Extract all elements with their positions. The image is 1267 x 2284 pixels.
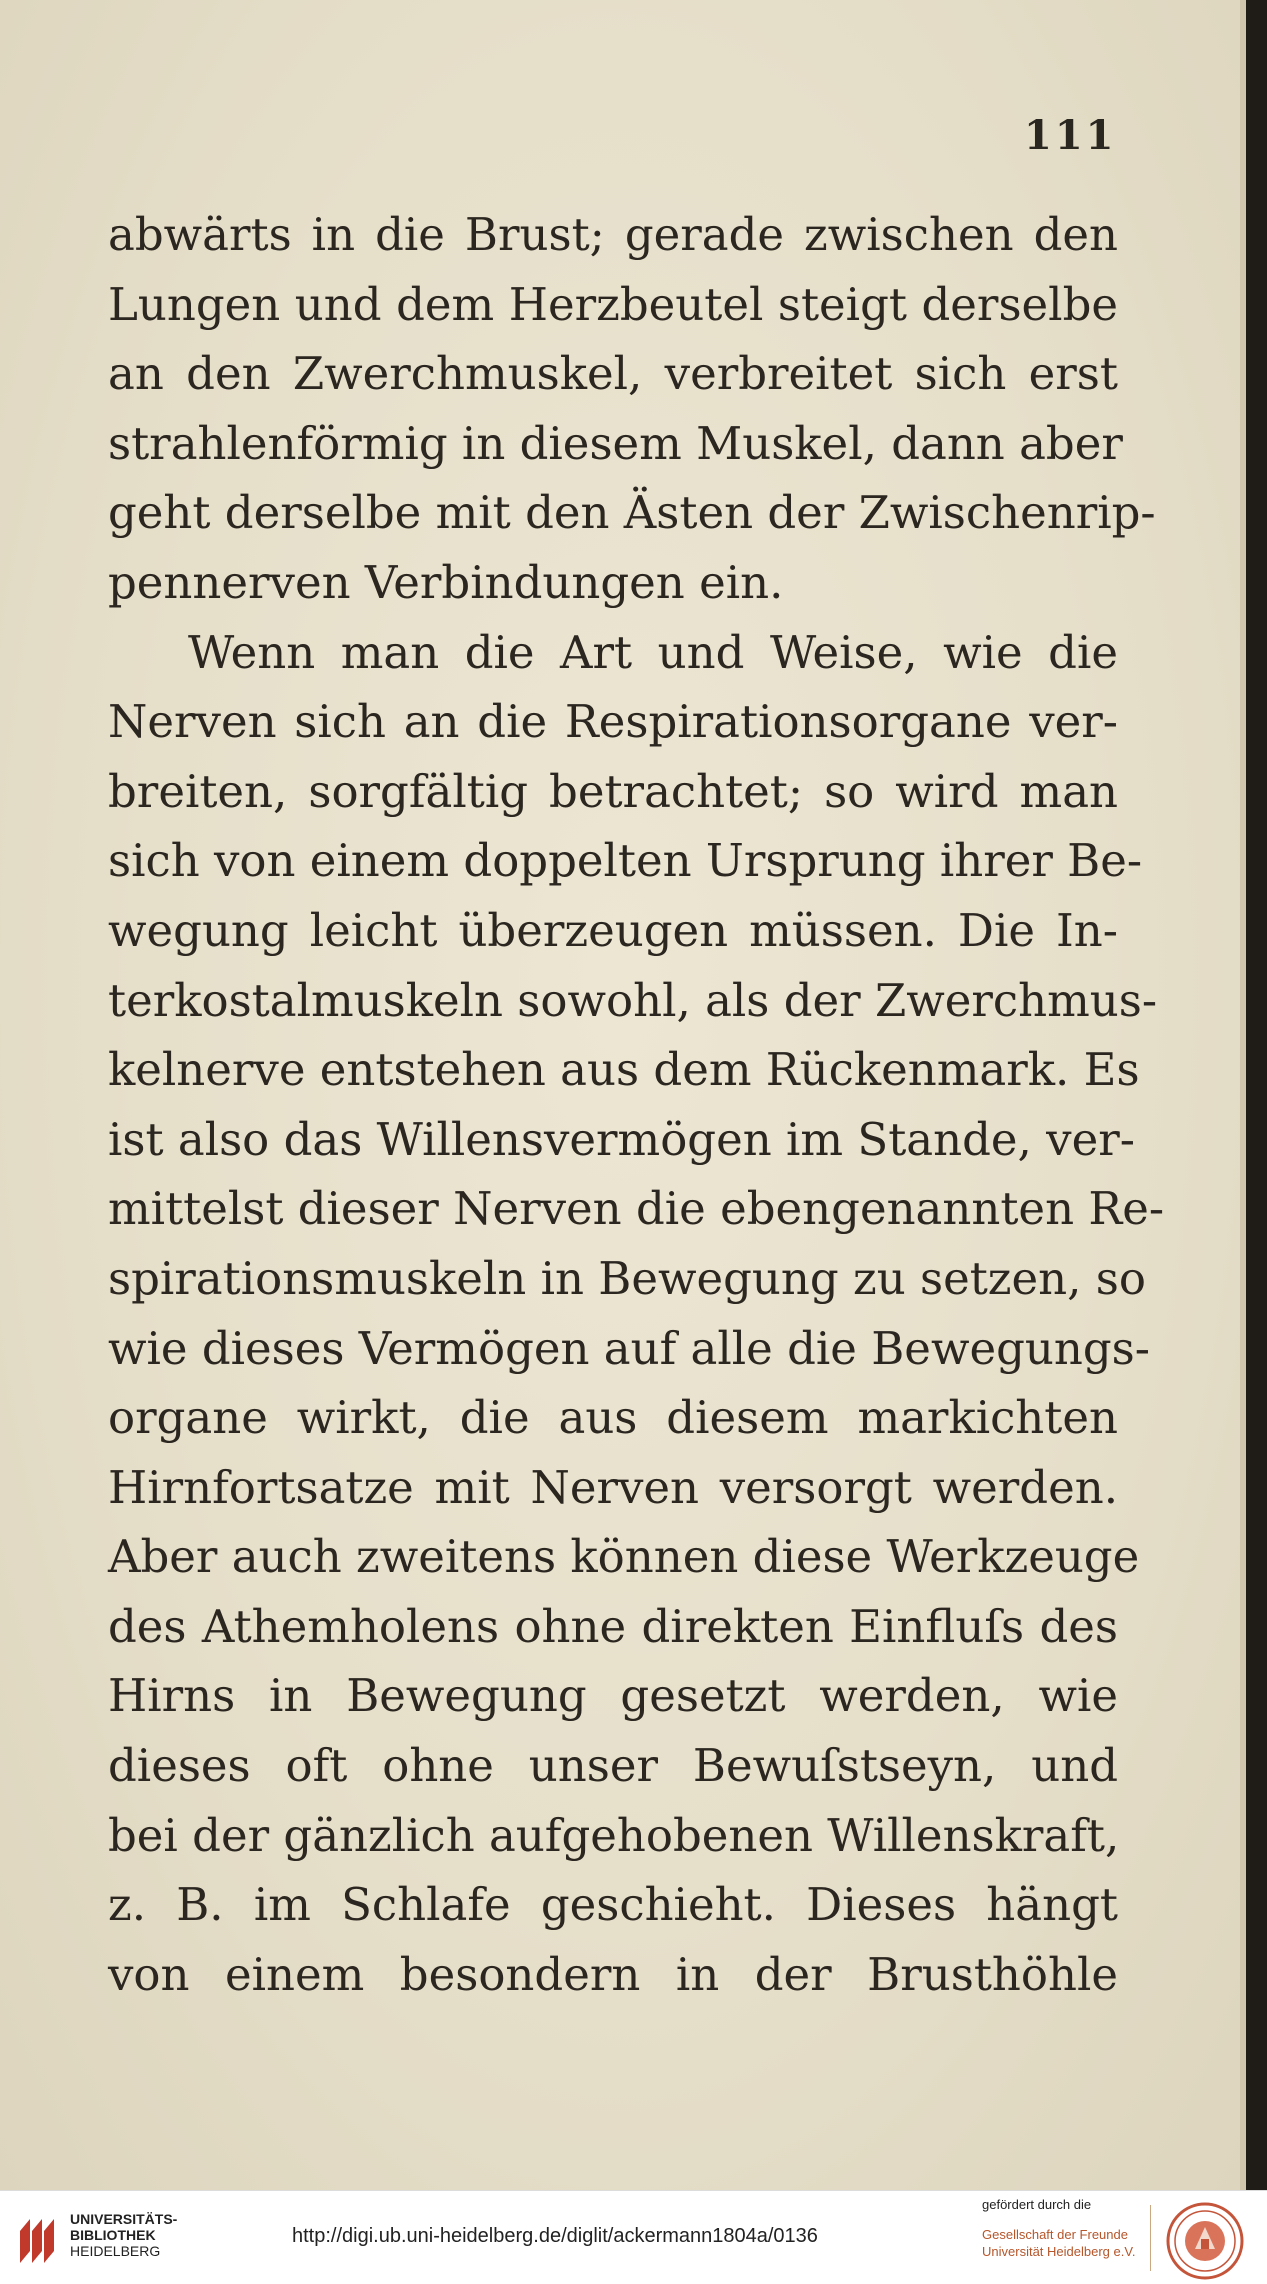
page-number: 111: [1024, 112, 1117, 159]
text-line: ist also das Willensvermögen im Stande, ver-: [108, 1112, 1135, 1166]
text-line: pennerven Verbindungen ein.: [108, 555, 784, 609]
library-name-line: BIBLIOTHEK: [70, 2227, 156, 2243]
text-line: organe wirkt, die aus diesem markichten: [108, 1391, 1118, 1445]
library-name: [70, 2211, 177, 2259]
university-seal-icon: [1165, 2201, 1245, 2281]
sponsor-divider: [1150, 2205, 1151, 2271]
footer-bar: [0, 2190, 1267, 2284]
body-text: [108, 200, 1165, 2009]
university-library-logo-icon: [14, 2209, 58, 2269]
text-line: wegung leicht überzeugen müssen. Die In-: [108, 903, 1118, 957]
text-line: abwärts in die Brust; gerade zwischen den: [108, 208, 1118, 261]
sponsor-credit: [982, 2197, 1162, 2260]
text-line: Aber auch zweitens können diese Werkzeuge: [108, 1530, 1140, 1584]
sponsor-name-line: Universität Heidelberg e.V.: [982, 2244, 1136, 2259]
text-line: z. B. im Schlafe geschieht. Dieses hängt: [108, 1878, 1118, 1932]
text-line: Wenn man die Art und Weise, wie die: [188, 625, 1118, 679]
text-line: terkostalmuskeln sowohl, als der Zwerchmus-: [108, 973, 1158, 1027]
text-line: des Athemholens ohne direkten Einfluſs des: [108, 1599, 1118, 1653]
sponsor-name-line: Gesellschaft der Freunde: [982, 2227, 1128, 2242]
text-line: bei der gänzlich aufgehobenen Willenskraft,: [108, 1808, 1120, 1862]
library-name-line: HEIDELBERG: [70, 2243, 161, 2259]
text-line: breiten, sorgfältig betrachtet; so wird man: [108, 764, 1118, 818]
text-line: Hirnfortsatze mit Nerven versorgt werden.: [108, 1460, 1118, 1514]
text-line: mittelst dieser Nerven die ebengenannten Re-: [108, 1182, 1165, 1236]
text-line: wie dieses Vermögen auf alle die Bewegungs-: [108, 1321, 1150, 1375]
text-line: Nerven sich an die Respirationsorgane ver-: [108, 695, 1118, 749]
text-line: strahlenförmig in diesem Muskel, dann aber: [108, 416, 1123, 470]
permalink-link[interactable]: http://digi.ub.uni-heidelberg.de/diglit/ackermann1804a/0136: [292, 2225, 818, 2247]
library-name-line: UNIVERSITÄTS-: [70, 2211, 178, 2227]
text-line: kelnerve entstehen aus dem Rückenmark. Es: [108, 1043, 1140, 1097]
text-line: spirationsmuskeln in Bewegung zu setzen, so: [108, 1251, 1146, 1305]
text-line: geht derselbe mit den Ästen der Zwischenrip-: [108, 486, 1156, 540]
text-line: Lungen und dem Herzbeutel steigt derselbe: [108, 277, 1118, 331]
text-line: von einem besondern in der Brusthöhle: [108, 1947, 1118, 2001]
text-line: dieses oft ohne unser Bewuſstseyn, und: [108, 1739, 1118, 1793]
text-line: an den Zwerchmuskel, verbreitet sich erst: [108, 347, 1118, 401]
sponsor-intro: gefördert durch die: [982, 2197, 1092, 2212]
text-line: Hirns in Bewegung gesetzt werden, wie: [108, 1669, 1118, 1723]
text-line: sich von einem doppelten Ursprung ihrer Be-: [108, 834, 1143, 888]
